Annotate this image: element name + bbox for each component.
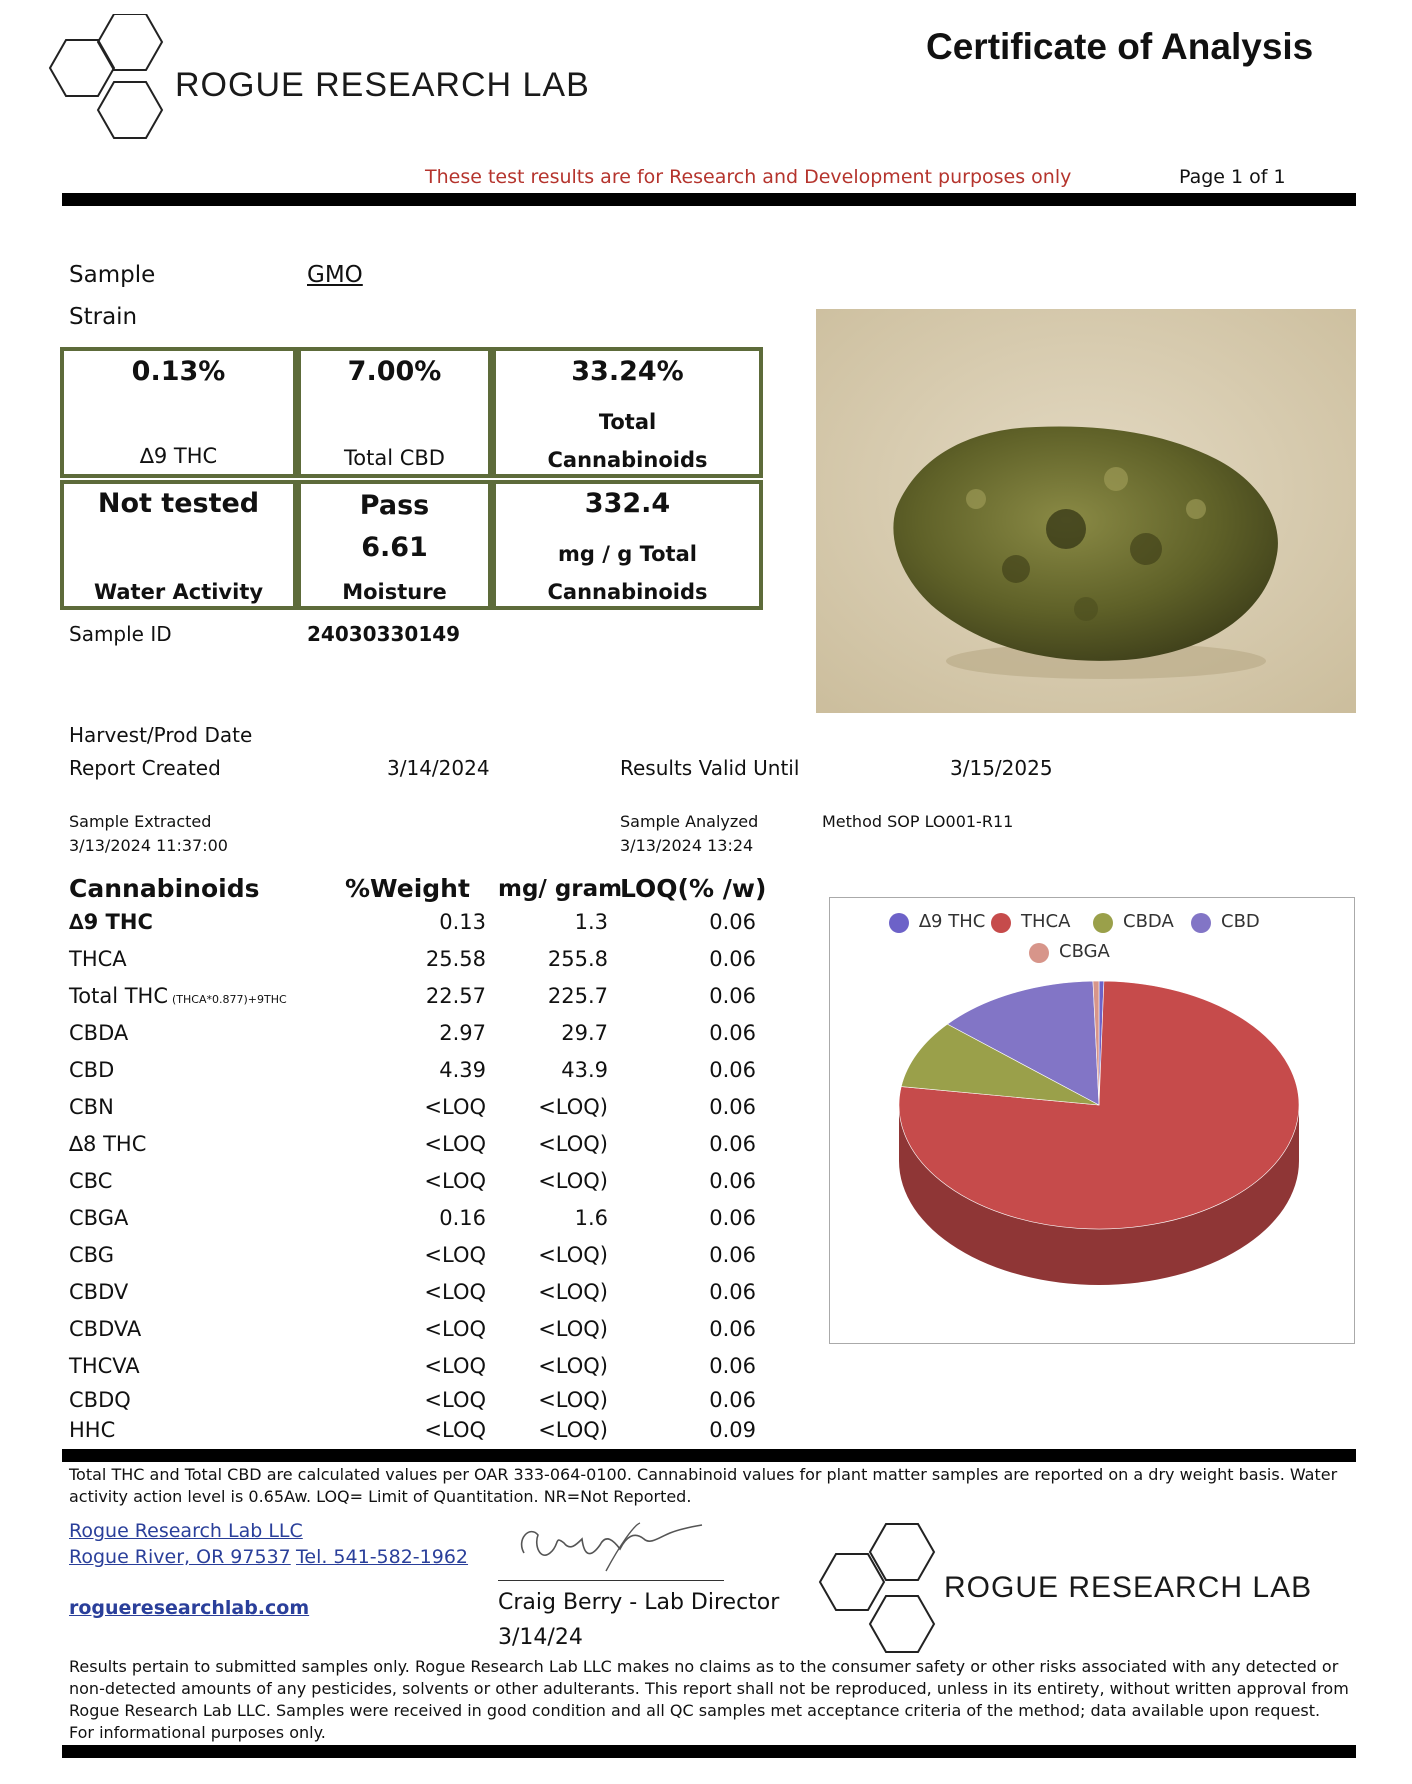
mg-per-gram: <LOQ) — [538, 1317, 608, 1341]
footer-lab-logo-hexagons — [818, 1520, 948, 1660]
table-row — [0, 947, 760, 984]
mg-per-gram: <LOQ) — [538, 1280, 608, 1304]
moisture-label: Moisture — [342, 580, 447, 604]
weight-percent: <LOQ — [424, 1243, 486, 1267]
legend-label: CBDA — [1123, 911, 1174, 932]
legend-swatch — [889, 913, 909, 933]
legend-swatch — [1093, 913, 1113, 933]
chart-legend — [829, 897, 1353, 977]
weight-percent: 25.58 — [425, 947, 486, 971]
sample-extracted-value: 3/13/2024 11:37:00 — [69, 836, 228, 855]
mg-per-gram: <LOQ) — [538, 1418, 608, 1442]
mg-per-gram: <LOQ) — [538, 1132, 608, 1156]
weight-percent: 22.57 — [425, 984, 486, 1008]
legend-label: CBGA — [1059, 941, 1110, 962]
legend-swatch — [991, 913, 1011, 933]
page-title: Certificate of Analysis — [926, 26, 1314, 67]
phone-link[interactable]: Tel. 541-582-1962 — [296, 1546, 469, 1568]
water-activity-label: Water Activity — [93, 580, 264, 604]
d9thc-label: ∆9 THC — [139, 444, 218, 468]
weight-percent: <LOQ — [424, 1418, 486, 1442]
table-row — [0, 1354, 760, 1391]
strain-label: Strain — [69, 304, 138, 330]
loq-value: 0.06 — [709, 1243, 756, 1267]
mg-per-gram: 1.6 — [574, 1206, 608, 1230]
cannabinoid-name: CBDVA — [69, 1317, 142, 1341]
table-row — [0, 1169, 760, 1206]
signature-line — [498, 1580, 724, 1581]
total-cannabinoids-label-2: Cannabinoids — [547, 448, 708, 472]
mg-per-gram: <LOQ) — [538, 1243, 608, 1267]
legend-label: THCA — [1021, 911, 1071, 932]
sample-id-value: 24030330149 — [307, 622, 461, 646]
loq-value: 0.06 — [709, 1021, 756, 1045]
water-activity-value: Not tested — [97, 488, 260, 519]
weight-percent: <LOQ — [424, 1280, 486, 1304]
sample-analyzed-label: Sample Analyzed — [620, 812, 759, 831]
research-disclaimer: These test results are for Research and Development purposes only — [425, 166, 1072, 188]
mg-per-gram: <LOQ) — [538, 1169, 608, 1193]
moisture-value: 6.61 — [361, 532, 428, 563]
sample-photo — [816, 309, 1356, 713]
sample-id-label: Sample ID — [69, 622, 172, 646]
sample-analyzed-value: 3/13/2024 13:24 — [620, 836, 754, 855]
loq-value: 0.06 — [709, 1206, 756, 1230]
table-header-loq: LOQ(% /w) — [620, 874, 767, 903]
loq-value: 0.06 — [709, 1058, 756, 1082]
table-row — [0, 984, 760, 1021]
method-reference: Method SOP LO001-R11 — [822, 812, 1014, 831]
cannabinoid-name: CBN — [69, 1095, 114, 1119]
weight-percent: <LOQ — [424, 1354, 486, 1378]
table-row — [0, 1206, 760, 1243]
table-header-name: Cannabinoids — [69, 874, 260, 903]
weight-percent: 4.39 — [439, 1058, 486, 1082]
loq-value: 0.06 — [709, 1317, 756, 1341]
cannabinoid-table — [0, 910, 770, 1450]
sample-value: GMO — [307, 262, 363, 288]
total-cannabinoids-label-1: Total — [598, 410, 657, 434]
lab-logo-hexagons — [38, 14, 168, 159]
address-link[interactable]: Rogue River, OR 97537 — [69, 1546, 291, 1568]
legal-disclaimer: Results pertain to submitted samples only. Rogue Research Lab LLC makes no claims as to the consumer safety or other risks associated with any detected or non-detected amounts of any pesticides, solvents or other adulterants. This report shall not be reproduced, unless in its entirety, without written approval from Rogue Research Lab LLC. Samples were received in good condition and all QC samples met acceptance criteria of the method; data available upon request. For informational purposes only. — [69, 1657, 1349, 1742]
legend-swatch — [1029, 943, 1049, 963]
harvest-date-label: Harvest/Prod Date — [69, 723, 253, 747]
sample-label: Sample — [69, 262, 156, 288]
table-divider — [62, 1449, 1356, 1462]
total-cannabinoids-value: 33.24% — [571, 356, 684, 387]
mg-total-label-1: mg / g Total — [558, 542, 697, 566]
director-signature — [510, 1515, 710, 1575]
mg-per-gram: 225.7 — [547, 984, 608, 1008]
loq-value: 0.06 — [709, 1132, 756, 1156]
weight-percent: <LOQ — [424, 1169, 486, 1193]
table-row — [0, 1317, 760, 1354]
cannabinoid-name: THCVA — [69, 1354, 140, 1378]
cannabinoid-name: CBDQ — [69, 1388, 131, 1412]
loq-value: 0.06 — [709, 910, 756, 934]
moisture-result: Pass — [359, 490, 430, 521]
weight-percent: 0.16 — [439, 1206, 486, 1230]
cannabinoid-pie-chart — [829, 980, 1353, 1320]
company-link[interactable]: Rogue Research Lab LLC — [69, 1520, 303, 1542]
cannabinoid-name: CBDV — [69, 1280, 129, 1304]
loq-value: 0.06 — [709, 1095, 756, 1119]
table-row — [0, 1243, 760, 1280]
table-header-mg: mg/ gram — [498, 876, 623, 902]
legend-label: ∆9 THC — [919, 911, 986, 932]
loq-value: 0.09 — [709, 1418, 756, 1442]
cannabinoid-name: HHC — [69, 1418, 116, 1442]
sample-extracted-label: Sample Extracted — [69, 812, 212, 831]
mg-per-gram: 43.9 — [561, 1058, 608, 1082]
cannabinoid-name: CBDA — [69, 1021, 129, 1045]
cannabinoid-name: THCA — [69, 947, 127, 971]
valid-until-label: Results Valid Until — [620, 756, 800, 780]
website-link[interactable]: rogueresearchlab.com — [69, 1597, 310, 1619]
weight-percent: <LOQ — [424, 1388, 486, 1412]
mg-per-gram: 1.3 — [574, 910, 608, 934]
loq-value: 0.06 — [709, 947, 756, 971]
weight-percent: <LOQ — [424, 1132, 486, 1156]
mg-per-gram: <LOQ) — [538, 1095, 608, 1119]
cannabinoid-name: ∆8 THC — [69, 1132, 147, 1156]
mg-per-gram: 29.7 — [561, 1021, 608, 1045]
director-name: Craig Berry - Lab Director — [498, 1590, 780, 1615]
report-created-label: Report Created — [69, 756, 221, 780]
total-cbd-label: Total CBD — [344, 446, 445, 470]
table-header-weight: %Weight — [345, 874, 470, 903]
mg-total-label-2: Cannabinoids — [547, 580, 708, 604]
weight-percent: 2.97 — [439, 1021, 486, 1045]
weight-percent: <LOQ — [424, 1095, 486, 1119]
loq-value: 0.06 — [709, 984, 756, 1008]
cannabinoid-name: ∆9 THC — [69, 910, 153, 934]
table-row — [0, 1280, 760, 1317]
table-row — [0, 1132, 760, 1169]
footer-lab-name: ROGUE RESEARCH LAB — [944, 1571, 1313, 1604]
table-row — [0, 1021, 760, 1058]
header-divider — [62, 193, 1356, 206]
table-row — [0, 1095, 760, 1132]
mg-per-gram: <LOQ) — [538, 1354, 608, 1378]
total-cbd-value: 7.00% — [347, 356, 442, 387]
lab-name: ROGUE RESEARCH LAB — [175, 66, 590, 104]
loq-value: 0.06 — [709, 1354, 756, 1378]
mg-total-value: 332.4 — [584, 488, 671, 519]
legend-label: CBD — [1221, 911, 1260, 932]
weight-percent: 0.13 — [439, 910, 486, 934]
cannabinoid-name: CBC — [69, 1169, 113, 1193]
cannabinoid-name: CBG — [69, 1243, 114, 1267]
loq-value: 0.06 — [709, 1388, 756, 1412]
valid-until-value: 3/15/2025 — [950, 756, 1053, 780]
cannabinoid-name: Total THC (THCA*0.877)+9THC — [69, 984, 287, 1008]
calculation-notes: Total THC and Total CBD are calculated values per OAR 333-064-0100. Cannabinoid values for plant matter samples are reported on a dry weight basis. Water activity action level is 0.65Aw. LOQ= Limit of Quantitation. NR=Not Reported. — [69, 1465, 1338, 1506]
d9thc-value: 0.13% — [131, 356, 226, 387]
mg-per-gram: <LOQ) — [538, 1388, 608, 1412]
report-created-value: 3/14/2024 — [387, 756, 490, 780]
table-row — [0, 1058, 760, 1095]
table-row — [0, 910, 760, 947]
mg-per-gram: 255.8 — [547, 947, 608, 971]
legend-swatch — [1191, 913, 1211, 933]
cannabinoid-formula-note: (THCA*0.877)+9THC — [172, 993, 287, 1006]
footer-divider — [62, 1745, 1356, 1758]
weight-percent: <LOQ — [424, 1317, 486, 1341]
cannabinoid-name: CBD — [69, 1058, 115, 1082]
page-number: Page 1 of 1 — [1179, 166, 1286, 188]
cannabinoid-name: CBGA — [69, 1206, 129, 1230]
loq-value: 0.06 — [709, 1280, 756, 1304]
loq-value: 0.06 — [709, 1169, 756, 1193]
signature-date: 3/14/24 — [498, 1625, 583, 1650]
